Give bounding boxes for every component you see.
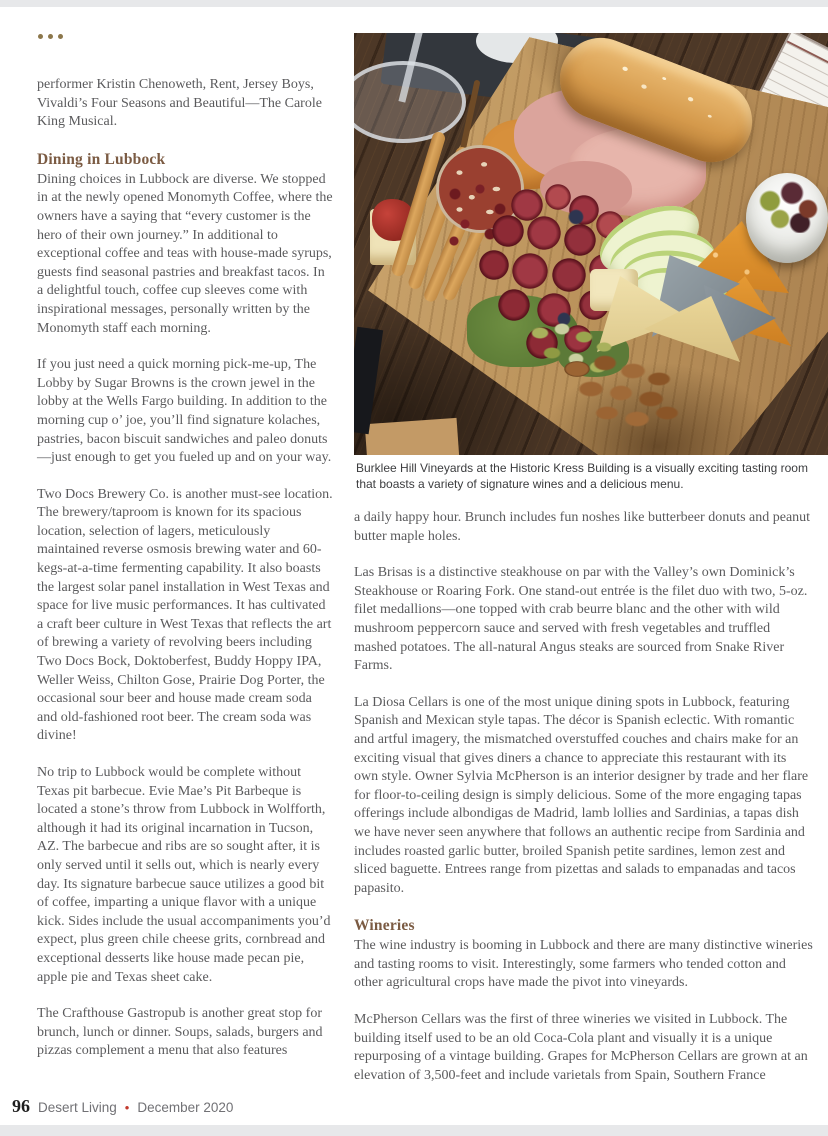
paragraph: The Crafthouse Gastropub is another great stop for brunch, lunch or dinner. Soups, salads, burgers and pizzas complement a menu that also features [37, 1006, 323, 1059]
dot-icon [48, 34, 53, 39]
dot-icon [58, 34, 63, 39]
paragraph: La Diosa Cellars is one of the most unique dining spots in Lubbock, featuring Spanish and Mexican style tapas. The décor is Spanish eclectic. With romantic and artful imagery, the mismatched overstuffed couches and chairs make for an exciting visual that gives diners a chance to appreciate this restaurant with its own style. Owner Sylvia McPherson is an interior designer by trade and her flare for floor-to-ceiling design is simply delicious. Some of the more engaging tapas offerings include albondigas de Madrid, lamb lollies and Sardinias, a tapas dish we have never seen anywhere that follows an authentic recipe from Sardinia and includes roasted garlic butter, broiled Spanish petite sardines, lemon zest and sliced baguette. Entrees range from pizettas and salads to empanadas and tacos papasito. [354, 694, 809, 896]
bottom-band [0, 1125, 828, 1136]
page-footer [12, 1096, 233, 1117]
photo-shadow-gap [354, 327, 383, 435]
paragraph: Las Brisas is a distinctive steakhouse on par with the Valley’s own Dominick’s Steakhouse or Roaring Fork. One stand-out entrée is the filet duo with two, 5-oz. filet medallions—one topped with crab beurre blanc and the other with wild mushroom peppercorn sauce and served with fresh vegetables and truffled mashed potatoes. The all-natural Angus steaks are sourced from Snake River Farms. [354, 565, 808, 674]
photo-olives [754, 179, 820, 233]
top-band [0, 0, 828, 7]
left-column [37, 76, 333, 1079]
dot-icon [38, 34, 43, 39]
paragraph: McPherson Cellars was the first of three wineries we visited in Lubbock. The building itself used to be an old Coca-Cola plant and visually it is a unique repurposing of a vintage building. Grapes for McPherson Cellars are grown at an elevation of 3,500-feet and include varietals from Spain, Southern France [354, 1012, 808, 1083]
right-column [354, 509, 813, 1103]
continuation-paragraph: performer Kristin Chenoweth, Rent, Jersey Boys, Vivaldi’s Four Seasons and Beautiful—The Carole King Musical. [37, 77, 322, 130]
paragraph: a daily happy hour. Brunch includes fun noshes like butterbeer donuts and peanut butter maple holes. [354, 510, 811, 544]
paragraph: The wine industry is booming in Lubbock and there are many distinctive wineries and tasting rooms to visit. Interestingly, some farmers who tended cotton and other agricultural crops have made the pivot into vineyards. [354, 938, 813, 991]
photo-wine-glass-base [354, 61, 466, 143]
footer-separator-dot: • [124, 1100, 130, 1115]
paragraph: Two Docs Brewery Co. is another must-see location. The brewery/taproom is known for its spacious location, selection of lagers, meticulously maintained reverse osmosis brewing water and 60-kegs-at-a-time fermenting capability. It also boasts the largest solar panel installation in West Texas and space for live music performances. It has cultivated a craft beer culture in West Texas that reflects the art of brewing a variety of revolving beers including Two Docs Bock, Doktoberfest, Buddy Hoppy IPA, Weller Weiss, Chilton Gose, Prairie Dog Porter, the occasional sour beer and house made cream soda and old-fashioned root beer. The cream soda was divine! [37, 486, 333, 744]
photo-almonds [557, 353, 697, 437]
issue-date: December 2020 [137, 1100, 234, 1115]
photo-table-edge [365, 418, 460, 455]
charcuterie-photo [354, 33, 828, 455]
section-marker-dots [38, 34, 63, 39]
paragraph: If you just need a quick morning pick-me-up, The Lobby by Sugar Browns is the crown jewel in the lobby at the Wells Fargo building. In addition to the morning cup o’ joe, you’ll find signature kolaches, pastries, bacon biscuit sandwiches and paleo donuts—just enough to get you fueled up and on your way. [37, 357, 332, 466]
section-heading-wineries: Wineries [354, 917, 415, 935]
magazine-name: Desert Living [38, 1100, 117, 1115]
photo-caption: Burklee Hill Vineyards at the Historic Kress Building is a visually exciting tasting room that boasts a variety of signature wines and a delicious menu. [356, 461, 808, 491]
paragraph: No trip to Lubbock would be complete without Texas pit barbecue. Evie Mae’s Pit Barbeque is located a stone’s throw from Lubbock in Wolfforth, although it had its original incarnation in Tucson, AZ. The barbecue and ribs are so sought after, it is only served until it sells out, which is nearly every day. Its signature barbecue sauce utilizes a good bit of coffee, imparting a unique flavor with a unique kick. Sides include the usual accompaniments you’d expect, plus green chile cheese grits, cornbread and exceptional desserts like house made pecan pie, apple pie and Texas sheet cake. [37, 765, 331, 985]
section-heading-dining: Dining in Lubbock [37, 150, 166, 168]
page-number: 96 [12, 1096, 30, 1116]
paragraph: Dining choices in Lubbock are diverse. We stopped in at the newly opened Monomyth Coffee, where the owners have a saying that “every customer is the hero of their own journey.” In additional to exceptional coffee and teas with house-made syrups, guests find seasonal pastries and breakfast tacos. In a delightful touch, coffee cup sleeves come with inspirational messages, personally written by the Monomyth staff each morning. [37, 171, 333, 336]
